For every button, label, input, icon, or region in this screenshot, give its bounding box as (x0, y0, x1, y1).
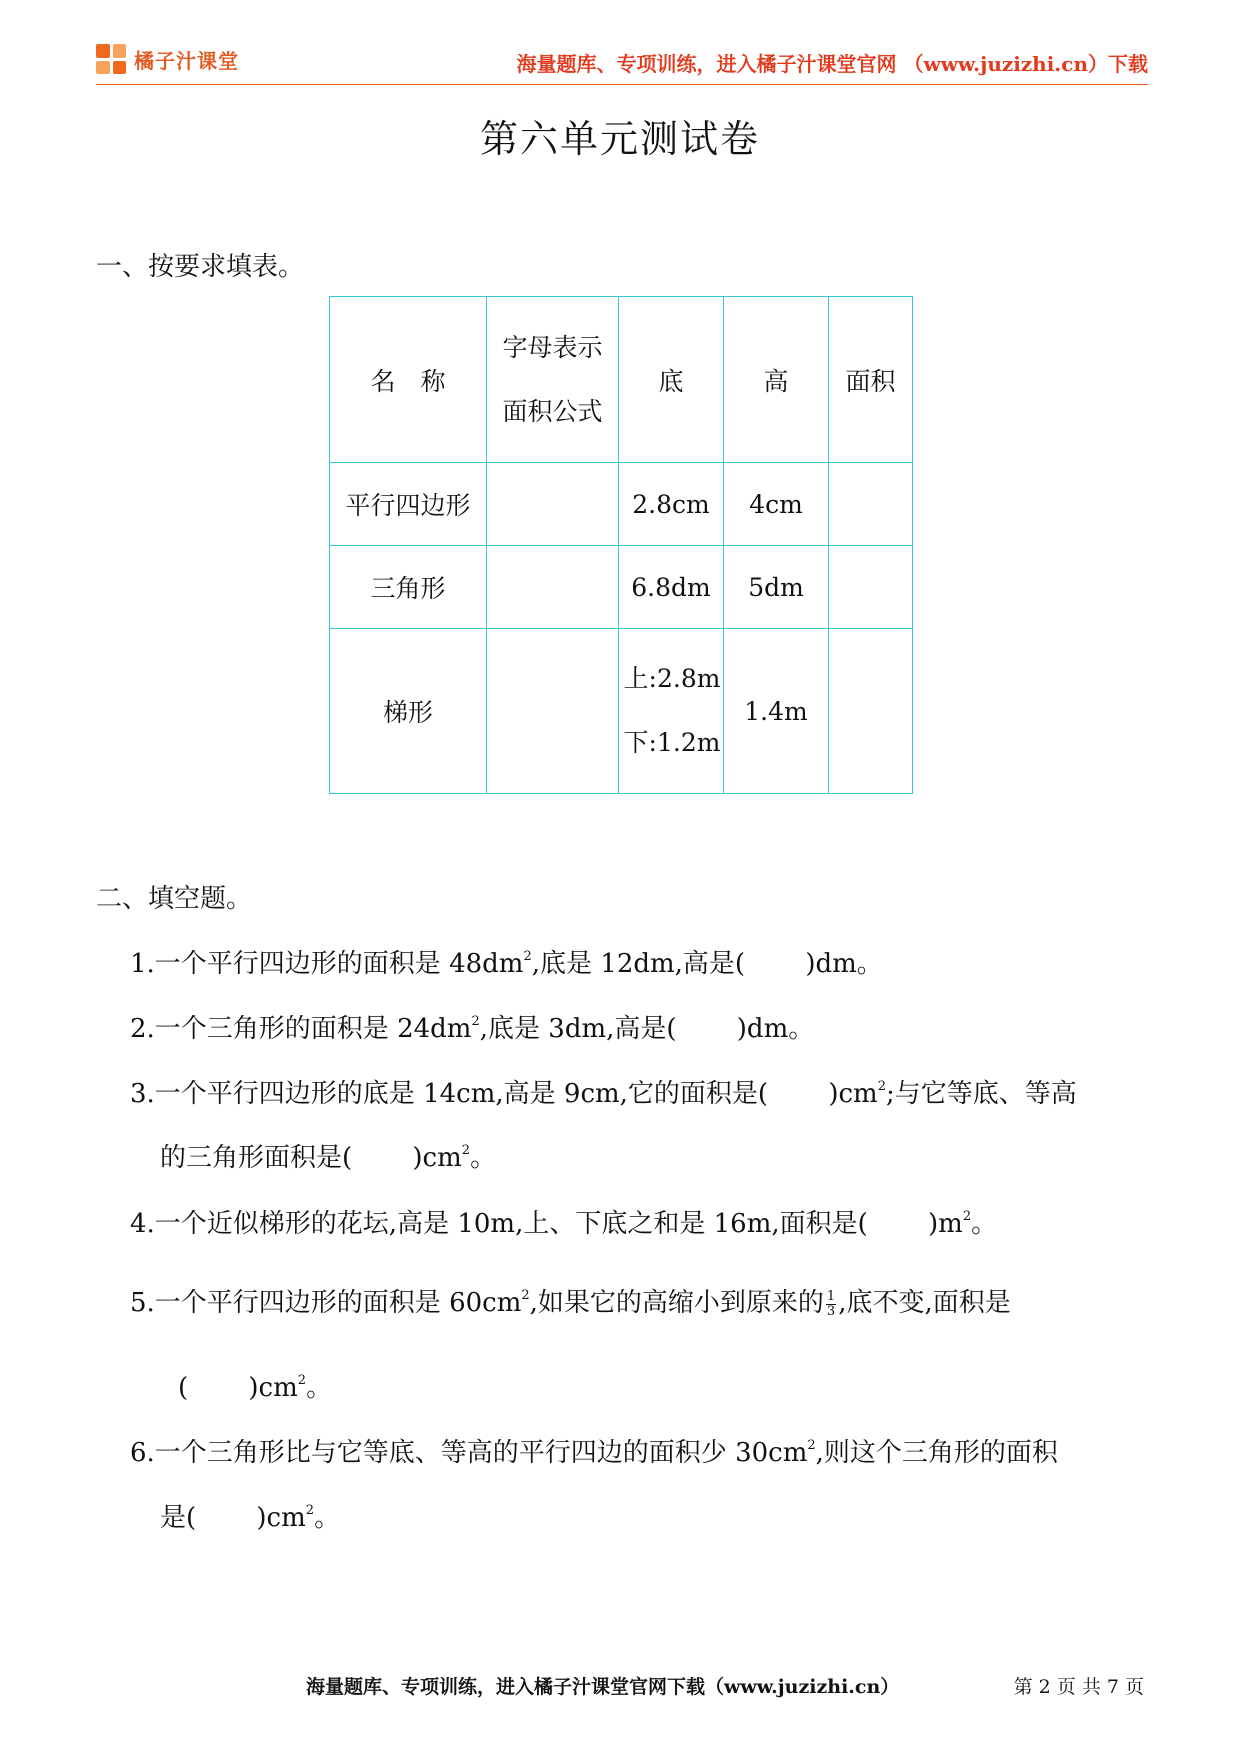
cell-base (619, 629, 724, 794)
cell-height: 4cm (724, 463, 829, 546)
cell-base: 2.8cm (619, 463, 724, 546)
question-5: 5.一个平行四边形的面积是 $60cm^2$,如果它的高缩小到原来的 $\frac{1}{3}$ ,底不变,面积是 (130, 1288, 1011, 1319)
header-area: 面积 (829, 297, 913, 463)
question-6: 6.一个三角形比与它等底、等高的平行四边的面积少 $30cm^2$,则这个三角形的面积 (130, 1438, 1058, 1468)
header-formula-line2: 面积公式 (502, 396, 603, 426)
section2-heading: 二、填空题。 (96, 884, 253, 914)
fraction-one-third: $\frac{1}{3}$ (826, 1288, 836, 1319)
cell-name: 平行四边形 (330, 463, 487, 546)
cell-height: 5dm (724, 546, 829, 629)
page-number: 第 2 页 共 7 页 (1013, 1676, 1144, 1698)
cell-formula-blank[interactable] (487, 629, 619, 794)
cell-formula-blank[interactable] (487, 463, 619, 546)
section1-heading: 一、按要求填表。 (96, 252, 305, 282)
fill-in-table (329, 296, 913, 794)
cell-area-blank[interactable] (829, 629, 913, 794)
header-divider (96, 84, 1148, 85)
cell-area-blank[interactable] (829, 546, 913, 629)
cell-base: 6.8dm (619, 546, 724, 629)
cell-area-blank[interactable] (829, 463, 913, 546)
question-5-continued: ( )$cm^2$。 (178, 1373, 333, 1403)
question-2: 2.一个三角形的面积是 $24dm^2$,底是 3dm,高是( )dm。 (130, 1014, 815, 1044)
logo-text: 橘子汁课堂 (134, 48, 239, 73)
question-6-continued: 是( )$cm^2$。 (160, 1503, 341, 1533)
header-formula (487, 297, 619, 463)
cell-height: 1.4m (724, 629, 829, 794)
site-logo[interactable] (96, 44, 239, 74)
footer-text: 海量题库、专项训练，进入橘子汁课堂官网下载（www.juzizhi.cn） (306, 1676, 900, 1698)
cell-name: 三角形 (330, 546, 487, 629)
cell-base-top: 上:2.8m (623, 664, 721, 693)
header-slogan: 海量题库、专项训练，进入橘子汁课堂官网 （www.juzizhi.cn）下载 (516, 52, 1148, 76)
table-row (330, 546, 913, 629)
table-row (330, 463, 913, 546)
header-name: 名 称 (330, 297, 487, 463)
question-4: 4.一个近似梯形的花坛,高是 10m,上、下底之和是 16m,面积是( )$m^2$。 (130, 1209, 998, 1239)
question-3-continued: 的三角形面积是( )$cm^2$。 (160, 1143, 497, 1173)
header-formula-line1: 字母表示 (502, 332, 603, 362)
table-row (330, 629, 913, 794)
cell-base-bottom: 下:1.2m (623, 728, 721, 757)
question-1: 1.一个平行四边形的面积是 $48dm^2$,底是 12dm,高是( )dm。 (130, 949, 883, 979)
header-base: 底 (619, 297, 724, 463)
page-title: 第六单元测试卷 (479, 117, 760, 161)
cell-formula-blank[interactable] (487, 546, 619, 629)
header-height: 高 (724, 297, 829, 463)
table-header-row (330, 297, 913, 463)
question-3: 3.一个平行四边形的底是 14cm,高是 9cm,它的面积是( )$cm^2$;与它等底、等高 (130, 1079, 1077, 1109)
logo-icon (96, 44, 126, 74)
cell-name: 梯形 (330, 629, 487, 794)
